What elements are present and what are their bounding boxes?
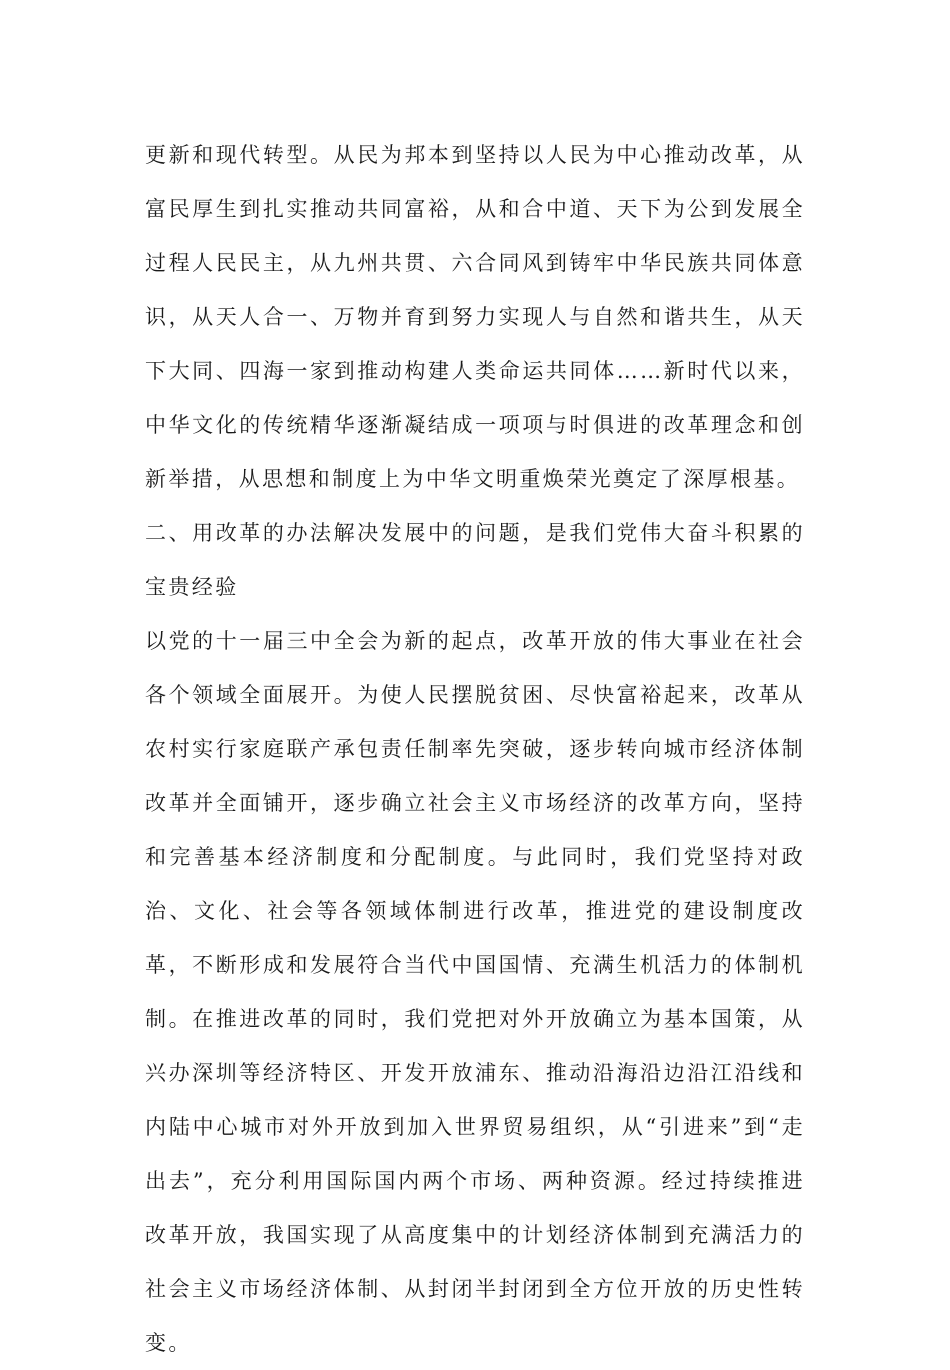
section-heading: 二、用改革的办法解决发展中的问题，是我们党伟大奋斗积累的宝贵经验 [145, 521, 805, 599]
document-body [145, 128, 805, 1370]
body-paragraph-2: 以党的十一届三中全会为新的起点，改革开放的伟大事业在社会各个领域全面展开。为使人民摆脱贫困、尽快富裕起来，改革从农村实行家庭联产承包责任制率先突破，逐步转向城市经济体制改革并全面铺开，逐步确立社会主义市场经济的改革方向，坚持和完善基本经济制度和分配制度。与此同时，我们党坚持对政治、文化、社会等各领域体制进行改革，推进党的建设制度改革，不断形成和发展符合当代中国国情、充满生机活力的体制机制。在推进改革的同时，我们党把对外开放确立为基本国策，从兴办深圳等经济特区、开发开放浦东、推动沿海沿边沿江沿线和内陆中心城市对外开放到加入世界贸易组织，从“引进来”到“走出去”，充分利用国际国内两个市场、两种资源。经过持续推进改革开放，我国实现了从高度集中的计划经济体制到充满活力的社会主义市场经济体制、从封闭半封闭到全方位开放的历史性转变。 [145, 629, 805, 1355]
body-paragraph-1: 更新和现代转型。从民为邦本到坚持以人民为中心推动改革，从富民厚生到扎实推动共同富裕，从和合中道、天下为公到发展全过程人民民主，从九州共贯、六合同风到铸牢中华民族共同体意识，从天人合一、万物并育到努力实现人与自然和谐共生，从天下大同、四海一家到推动构建人类命运共同体……新时代以来，中华文化的传统精华逐渐凝结成一项项与时俱进的改革理念和创新举措，从思想和制度上为中华文明重焕荣光奠定了深厚根基。 [145, 143, 805, 491]
